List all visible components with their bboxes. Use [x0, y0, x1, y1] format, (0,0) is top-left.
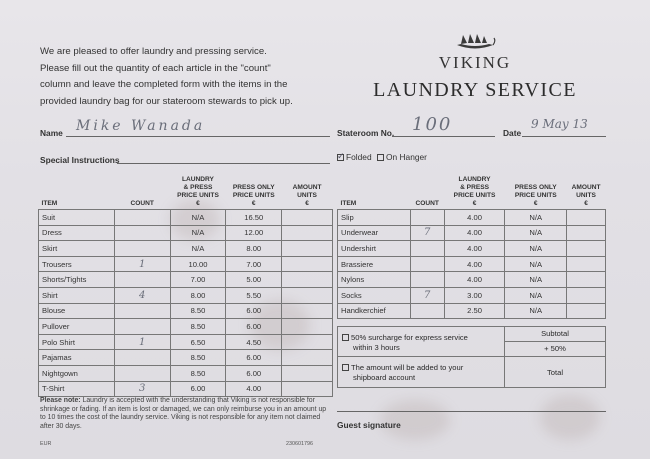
- laundry-price: N/A: [170, 241, 226, 257]
- press-price: 12.00: [226, 225, 282, 241]
- folded-option[interactable]: [337, 152, 372, 162]
- press-price: 8.00: [226, 241, 282, 257]
- amount-cell[interactable]: [282, 210, 333, 226]
- item-name: Shorts/Tights: [39, 272, 115, 288]
- count-cell[interactable]: [114, 319, 170, 335]
- name-line: [66, 136, 330, 137]
- table-row: [39, 350, 333, 366]
- laundry-price: 8.50: [170, 319, 226, 335]
- item-name: Blouse: [39, 303, 115, 319]
- header-line: €: [251, 200, 256, 207]
- laundry-column-header: [444, 176, 505, 210]
- header-line: €: [196, 200, 200, 207]
- item-name: Nylons: [338, 272, 411, 288]
- intro-line: Please fill out the quantity of each article in the "count": [40, 62, 271, 74]
- item-name: Undershirt: [338, 241, 411, 257]
- express-service-box: [337, 326, 606, 388]
- amount-cell[interactable]: [282, 303, 333, 319]
- laundry-price: N/A: [170, 225, 226, 241]
- folded-label: Folded: [346, 152, 372, 162]
- table-row: [39, 256, 333, 272]
- count-cell[interactable]: 4: [114, 287, 170, 303]
- table-row: [338, 210, 606, 226]
- item-name: Polo Shirt: [39, 334, 115, 350]
- stateroom-line: [392, 136, 495, 137]
- laundry-column-header: [170, 176, 226, 210]
- count-cell[interactable]: [410, 210, 444, 226]
- press-price: 16.50: [226, 210, 282, 226]
- count-cell[interactable]: [114, 210, 170, 226]
- item-name: Pajamas: [39, 350, 115, 366]
- shipboard-account-checkbox[interactable]: [342, 364, 349, 371]
- header-line: €: [584, 200, 588, 207]
- laundry-price: 8.50: [170, 303, 226, 319]
- count-cell[interactable]: [410, 241, 444, 257]
- header-line: €: [533, 200, 538, 207]
- item-column-header: ITEM: [41, 200, 58, 207]
- count-cell[interactable]: [114, 303, 170, 319]
- press-price: 6.00: [226, 319, 282, 335]
- count-column-header: COUNT: [415, 200, 439, 207]
- note-heading: Please note:: [40, 397, 81, 404]
- table-row: [338, 272, 606, 288]
- name-value[interactable]: Mike Wanada: [76, 118, 206, 134]
- amount-cell[interactable]: [282, 319, 333, 335]
- check-mark-icon: ✓: [337, 151, 345, 161]
- table-header-row: [338, 176, 606, 210]
- amount-cell[interactable]: [567, 272, 606, 288]
- item-name: Handkerchief: [338, 303, 411, 319]
- table-row: [39, 241, 333, 257]
- header-line: AMOUNT: [292, 184, 322, 191]
- header-line: PRICE UNITS: [177, 192, 219, 199]
- brand-header: [360, 32, 590, 102]
- laundry-price: 4.00: [444, 210, 505, 226]
- count-cell[interactable]: 3: [114, 381, 170, 397]
- amount-cell[interactable]: [282, 334, 333, 350]
- table-row: [39, 225, 333, 241]
- header-line: PRICE UNITS: [232, 192, 275, 199]
- press-price: 6.00: [226, 365, 282, 381]
- laundry-price: 8.00: [170, 287, 226, 303]
- express-surcharge-cell[interactable]: [338, 327, 505, 357]
- press-column-header: [226, 176, 282, 210]
- date-label: Date: [503, 128, 522, 138]
- amount-column-header: [567, 176, 606, 210]
- header-line: LAUNDRY: [458, 176, 491, 183]
- header-line: & PRESS: [183, 184, 213, 191]
- table-row: [338, 241, 606, 257]
- signature-line: [337, 411, 606, 412]
- form-code: 230601796: [286, 441, 313, 447]
- brand-name: VIKING: [438, 53, 512, 72]
- amount-column-header: [282, 176, 333, 210]
- amount-cell[interactable]: [282, 350, 333, 366]
- amount-cell[interactable]: [282, 287, 333, 303]
- count-cell[interactable]: 1: [114, 256, 170, 272]
- shipboard-account-text: shipboard account: [353, 373, 416, 382]
- amount-cell[interactable]: [282, 225, 333, 241]
- header-line: PRESS ONLY: [514, 184, 557, 191]
- stateroom-label: Stateroom No.: [337, 128, 395, 138]
- table-row: [338, 303, 606, 319]
- count-cell[interactable]: [114, 350, 170, 366]
- press-price: 5.50: [226, 287, 282, 303]
- count-cell[interactable]: [114, 365, 170, 381]
- item-name: Pullover: [39, 319, 115, 335]
- intro-line: provided laundry bag for our stateroom stewards to pick up.: [40, 95, 293, 107]
- amount-cell[interactable]: [567, 225, 606, 241]
- laundry-price: 6.50: [170, 334, 226, 350]
- signature-label: Guest signature: [337, 420, 401, 430]
- laundry-price: 4.00: [444, 225, 505, 241]
- laundry-price: N/A: [170, 210, 226, 226]
- amount-cell[interactable]: [282, 381, 333, 397]
- count-cell[interactable]: 7: [410, 225, 444, 241]
- laundry-price: 8.50: [170, 350, 226, 366]
- date-value[interactable]: 9 May 13: [531, 117, 588, 131]
- on-hanger-option[interactable]: [377, 152, 427, 162]
- press-column-header: [505, 176, 567, 210]
- header-line: PRICE UNITS: [453, 192, 496, 199]
- item-name: Nightgown: [39, 365, 115, 381]
- laundry-price: 4.00: [444, 256, 505, 272]
- press-price: N/A: [505, 287, 567, 303]
- item-name: Underwear: [338, 225, 411, 241]
- table-row: [39, 287, 333, 303]
- header-line: & PRESS: [460, 184, 490, 191]
- amount-cell[interactable]: [567, 210, 606, 226]
- amount-cell[interactable]: [282, 256, 333, 272]
- amount-cell[interactable]: [567, 241, 606, 257]
- laundry-price: 4.00: [444, 272, 505, 288]
- item-name: Trousers: [39, 256, 115, 272]
- header-line: LAUNDRY: [181, 176, 214, 183]
- item-name: Slip: [338, 210, 411, 226]
- amount-cell[interactable]: [567, 303, 606, 319]
- total-label: Total: [546, 368, 564, 377]
- left-items-body: [39, 210, 333, 397]
- press-price: 4.00: [226, 381, 282, 397]
- item-name: Dress: [39, 225, 115, 241]
- right-items-table: [337, 176, 606, 319]
- table-row: [39, 319, 333, 335]
- press-price: N/A: [505, 272, 567, 288]
- currency-code: EUR: [40, 441, 52, 447]
- item-name: Skirt: [39, 241, 115, 257]
- table-row: [39, 365, 333, 381]
- table-row: [39, 334, 333, 350]
- table-row: [39, 210, 333, 226]
- count-cell[interactable]: [410, 272, 444, 288]
- header-line: €: [305, 200, 309, 207]
- right-items-body: [338, 210, 606, 319]
- header-line: PRICE UNITS: [514, 192, 557, 199]
- table-header-row: [39, 176, 333, 210]
- press-price: 4.50: [226, 334, 282, 350]
- laundry-price: 7.00: [170, 272, 226, 288]
- amount-cell[interactable]: [282, 272, 333, 288]
- header-line: €: [472, 200, 477, 207]
- on-hanger-checkbox[interactable]: [377, 154, 384, 161]
- table-row: [39, 272, 333, 288]
- folded-checkbox[interactable]: [337, 151, 345, 161]
- item-name: Socks: [338, 287, 411, 303]
- express-surcharge-text: 50% surcharge for express service: [351, 333, 468, 342]
- count-cell[interactable]: 7: [410, 287, 444, 303]
- item-column-header: ITEM: [340, 200, 357, 207]
- amount-cell[interactable]: [567, 256, 606, 272]
- press-price: 7.00: [226, 256, 282, 272]
- count-cell[interactable]: [410, 256, 444, 272]
- press-price: N/A: [505, 225, 567, 241]
- table-row: [338, 287, 606, 303]
- count-cell[interactable]: [114, 225, 170, 241]
- table-row: [39, 303, 333, 319]
- item-name: Suit: [39, 210, 115, 226]
- intro-line: column and leave the completed form with the items in the: [40, 79, 288, 90]
- express-surcharge-text: within 3 hours: [353, 343, 400, 352]
- table-row: [39, 381, 333, 397]
- on-hanger-label: On Hanger: [386, 152, 427, 162]
- stateroom-value[interactable]: 100: [412, 114, 453, 135]
- press-price: N/A: [505, 241, 567, 257]
- amount-cell[interactable]: [282, 365, 333, 381]
- press-price: N/A: [505, 210, 567, 226]
- table-row: [338, 225, 606, 241]
- count-cell[interactable]: [114, 272, 170, 288]
- press-price: N/A: [505, 256, 567, 272]
- note-text: Laundry is accepted with the understanding that Viking is not responsible for shrinkage or fading. If an item is lost or damaged, we can only reimburse you in an amount up to 10 times the cost of the laundry service. Viking is not responsible for any item not claimed after 30 days.: [40, 397, 327, 430]
- shipboard-account-cell[interactable]: [338, 357, 505, 388]
- press-price: 6.00: [226, 350, 282, 366]
- special-instructions-line: [117, 163, 330, 164]
- count-cell[interactable]: 1: [114, 334, 170, 350]
- header-line: UNITS: [576, 192, 596, 199]
- disclaimer-note: [40, 397, 330, 431]
- surcharge-label: + 50%: [505, 342, 605, 357]
- left-items-table: [38, 176, 333, 397]
- item-name: Shirt: [39, 287, 115, 303]
- press-price: 6.00: [226, 303, 282, 319]
- laundry-price: 2.50: [444, 303, 505, 319]
- table-row: [338, 256, 606, 272]
- date-line: [522, 136, 606, 137]
- press-price: 5.00: [226, 272, 282, 288]
- longship-icon: [453, 32, 497, 52]
- intro-line: We are pleased to offer laundry and pressing service.: [40, 46, 267, 57]
- laundry-price: 6.00: [170, 381, 226, 397]
- item-name: T-Shirt: [39, 381, 115, 397]
- subtotal-label: Subtotal: [505, 327, 605, 342]
- express-checkbox[interactable]: [342, 334, 349, 341]
- header-line: UNITS: [297, 192, 317, 199]
- amount-cell[interactable]: [567, 287, 606, 303]
- count-cell[interactable]: [114, 241, 170, 257]
- name-label: Name: [40, 128, 63, 138]
- shipboard-account-text: The amount will be added to your: [351, 363, 464, 372]
- laundry-price: 10.00: [170, 256, 226, 272]
- count-cell[interactable]: [410, 303, 444, 319]
- form-title: LAUNDRY SERVICE: [373, 79, 577, 101]
- intro-text: [40, 44, 330, 110]
- amount-cell[interactable]: [282, 241, 333, 257]
- laundry-price: 4.00: [444, 241, 505, 257]
- header-line: AMOUNT: [571, 184, 601, 191]
- count-column-header: COUNT: [130, 200, 154, 207]
- laundry-price: 8.50: [170, 365, 226, 381]
- special-instructions-label: Special Instructions: [40, 155, 120, 165]
- header-line: PRESS ONLY: [232, 184, 275, 191]
- press-price: N/A: [505, 303, 567, 319]
- laundry-price: 3.00: [444, 287, 505, 303]
- item-name: Brassiere: [338, 256, 411, 272]
